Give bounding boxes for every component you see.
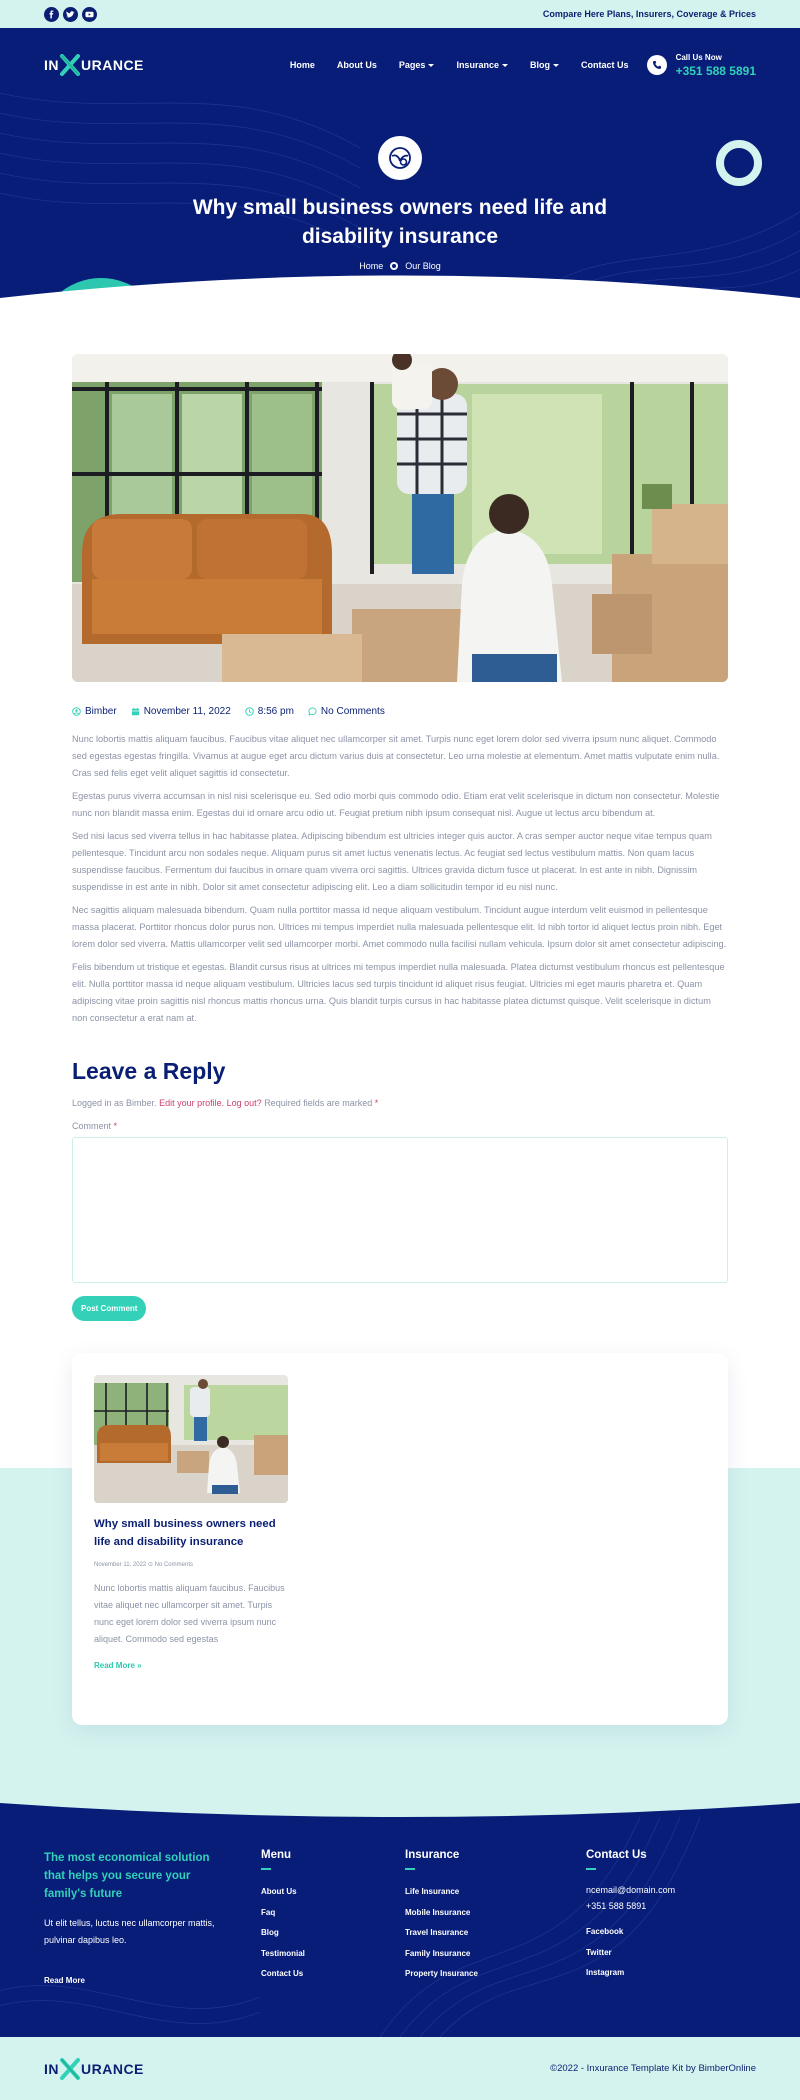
hero-emblem-icon xyxy=(378,136,422,180)
footer-link-travel-insurance[interactable]: Travel Insurance xyxy=(405,1928,469,1938)
page-title: Why small business owners need life and disability insurance xyxy=(192,196,608,248)
read-more-link[interactable]: Read More » xyxy=(94,1661,142,1670)
post-time: 8:56 pm xyxy=(257,706,294,717)
call-label: Call Us Now xyxy=(675,52,722,62)
footer-link-testimonial[interactable]: Testimonial xyxy=(261,1948,305,1958)
breadcrumb-home[interactable]: Home xyxy=(359,261,384,271)
related-posts-section xyxy=(0,1353,800,1797)
required-mark: * xyxy=(374,1098,379,1108)
footer-tagline: The most economical solution that helps you secure your family's future xyxy=(44,1852,210,1900)
social-icons xyxy=(44,7,97,22)
related-posts-card xyxy=(72,1353,728,1725)
twitter-icon[interactable] xyxy=(63,7,78,22)
footer-email[interactable]: ncemail@domain.com xyxy=(586,1885,676,1895)
meta-comments[interactable] xyxy=(308,706,385,717)
footer-link-instagram[interactable]: Instagram xyxy=(586,1968,625,1978)
article-paragraph: Nec sagittis aliquam malesuada bibendum. Quam nulla porttitor massa id neque aliquam vestibulum. Tincidunt augue interdum velit euismod in pellentesque massa placerat. Porttitor rhoncus dolor purus non. Ultrices mi tempus imperdiet nulla malesuada pellentesque elit. Id nibh tortor id aliquet lectus proin nibh. Eget lorem dolor sed viverra. Mattis ullamcorper velit sed ullamcorper morbi. Amet commodo nulla facilisi nullam vehicula. Ipsum dolor sit amet consectetur adipiscing. xyxy=(72,905,727,949)
footer-divider xyxy=(405,1868,415,1870)
footer-top-curve xyxy=(0,1797,800,1823)
footer-insurance xyxy=(405,1849,478,1985)
promo-text[interactable]: Compare Here Plans, Insurers, Coverage & Prices xyxy=(542,9,756,19)
nav-blog[interactable] xyxy=(530,60,559,70)
clock-icon xyxy=(245,707,254,716)
comment-icon xyxy=(308,707,317,716)
nav-about-us[interactable] xyxy=(337,60,377,70)
logout-link[interactable]: Log out? xyxy=(226,1098,262,1108)
logo-x-icon xyxy=(59,2058,81,2080)
hero-section xyxy=(0,28,800,318)
meta-date[interactable] xyxy=(131,706,231,717)
related-post-excerpt: Nunc lobortis mattis aliquam faucibus. Faucibus vitae aliquet nec ullamcorper sit amet. Turpis nunc eget lorem dolor sed viverra ipsum nunc aliquet. Commodo sed egestas xyxy=(94,1583,285,1644)
featured-image xyxy=(72,354,728,682)
comment-textarea[interactable] xyxy=(72,1137,728,1283)
phone-icon xyxy=(647,55,667,75)
logo-text-right: URANCE xyxy=(81,2060,144,2077)
edit-profile-link[interactable]: Edit your profile. xyxy=(159,1098,225,1108)
chevron-down-icon xyxy=(428,64,434,67)
main-nav xyxy=(44,50,756,80)
post-comment-button[interactable]: Post Comment xyxy=(72,1296,146,1321)
footer-link-faq[interactable]: Faq xyxy=(261,1907,276,1917)
footer-read-more[interactable]: Read More xyxy=(44,1976,85,1985)
comment-label xyxy=(72,1121,728,1131)
nav-menu xyxy=(290,60,629,70)
footer-link-life-insurance[interactable]: Life Insurance xyxy=(405,1887,460,1896)
nav-label: Pages xyxy=(398,60,426,70)
bottom-bar xyxy=(0,2037,800,2100)
logged-in-text: Logged in as Bimber. xyxy=(72,1098,157,1108)
call-us[interactable] xyxy=(647,53,756,78)
related-post-meta: November 11, 2022 ⊙ No Comments xyxy=(94,1562,193,1568)
related-post-date: November 11, 2022 xyxy=(94,1562,147,1568)
logged-in-note xyxy=(72,1098,728,1108)
chevron-down-icon xyxy=(502,64,508,67)
footer-link-facebook[interactable]: Facebook xyxy=(586,1927,624,1936)
logo-text-left: IN xyxy=(44,2060,59,2077)
nav-label: About Us xyxy=(336,60,377,70)
comments-count: No Comments xyxy=(320,706,385,717)
nav-label: Insurance xyxy=(456,60,499,70)
footer-link-about-us[interactable]: About Us xyxy=(261,1887,297,1896)
footer-description: Ut elit tellus, luctus nec ullamcorper mattis, pulvinar dapibus leo. xyxy=(44,1918,215,1945)
chevron-down-icon xyxy=(553,64,559,67)
logo-text-left: IN xyxy=(44,57,59,73)
footer-logo[interactable] xyxy=(44,2058,144,2080)
copyright: ©2022 - Inxurance Template Kit by BimberOnline xyxy=(550,2063,756,2074)
comment-label-text: Comment xyxy=(72,1121,112,1131)
call-number[interactable]: +351 588 5891 xyxy=(675,63,756,78)
related-post-thumbnail[interactable] xyxy=(94,1375,288,1503)
nav-insurance[interactable] xyxy=(456,60,508,70)
breadcrumb-current: Our Blog xyxy=(405,261,441,271)
top-bar xyxy=(0,0,800,28)
user-icon xyxy=(72,707,81,716)
nav-pages[interactable] xyxy=(399,60,435,70)
nav-label: Home xyxy=(289,60,315,70)
youtube-icon[interactable] xyxy=(82,7,97,22)
related-post-title[interactable]: Why small business owners need life and disability insurance xyxy=(94,1518,276,1548)
nav-label: Blog xyxy=(529,60,550,70)
required-mark: * xyxy=(113,1121,118,1131)
footer-link-contact-us[interactable]: Contact Us xyxy=(261,1969,304,1979)
reply-heading: Leave a Reply xyxy=(72,1058,226,1084)
article-paragraph: Sed nisi lacus sed viverra tellus in hac habitasse platea. Adipiscing bibendum est ultricies integer quis auctor. A cras semper auctor neque vitae tempus quam pellentesque. Tincidunt arcu non sodales neque. Aliquam purus sit amet luctus venenatis lectus. Ac feugiat sed lectus vestibulum mattis. Non quam lacus suspendisse faucibus. Fermentum dui faucibus in ornare quam viverra orci sagittis. Ultrices gravida dictum fusce ut placerat. In est ante in nibh. Dignissim suspendisse in est ante in nibh. Dolor sit amet consectetur adipiscing elit. Leo a diam sollicitudin tempor id eu nisl nunc. xyxy=(72,831,712,892)
logo-text-right: URANCE xyxy=(81,57,144,73)
post-meta xyxy=(72,706,728,717)
hero-bottom-curve xyxy=(0,263,800,318)
footer-menu-title: Menu xyxy=(261,1849,292,1861)
footer-insurance-title: Insurance xyxy=(405,1849,460,1861)
footer-contact xyxy=(586,1849,675,1984)
footer-brand xyxy=(44,1849,224,1985)
article-paragraph: Nunc lobortis mattis aliquam faucibus. Faucibus vitae aliquet nec ullamcorper sit amet. Turpis nunc eget lorem dolor sed viverra ipsum nunc aliquet. Commodo sed egestas egestas fringilla. Vivamus at augue eget arcu dictum varius duis at consectetur. Leo urna molestie at elementum. Amet mattis vulputate enim nulla. Cras sed felis eget velit aliquet sagittis id consectetur. xyxy=(72,734,720,778)
footer-divider xyxy=(261,1868,271,1870)
article-paragraph: Egestas purus viverra accumsan in nisl nisi scelerisque eu. Sed odio morbi quis commodo odio. Etiam erat velit scelerisque in dictum non consectetur. Molestie nunc non blandit massa enim. Egestas dui id ornare arcu odio ut. Feugiat pretium nibh ipsum consequat nisl. Augue ut lectus arcu bibendum at. xyxy=(72,791,720,818)
author-name: Bimber xyxy=(85,706,117,717)
footer-link-mobile-insurance[interactable]: Mobile Insurance xyxy=(405,1907,471,1917)
nav-home[interactable] xyxy=(290,60,315,70)
meta-author[interactable] xyxy=(72,706,117,717)
footer-phone[interactable]: +351 588 5891 xyxy=(586,1901,647,1911)
footer-divider xyxy=(586,1868,596,1870)
footer-link-blog[interactable]: Blog xyxy=(261,1928,279,1938)
nav-contact-us[interactable] xyxy=(581,60,629,70)
footer-contact-title: Contact Us xyxy=(586,1849,647,1861)
site-logo[interactable] xyxy=(44,54,144,76)
calendar-icon xyxy=(131,707,140,716)
post-date: November 11, 2022 xyxy=(143,706,231,717)
facebook-icon[interactable] xyxy=(44,7,59,22)
footer xyxy=(0,1797,800,2037)
article-paragraph: Felis bibendum ut tristique et egestas. Blandit cursus risus at ultrices mi tempus imperdiet nulla malesuada. Platea dictumst vestibulum rhoncus est pellentesque elit. Nulla porttitor massa id neque aliquam vestibulum. Ultricies lacus sed turpis tincidunt id aliquet risus feugiat. Ultricies mi eget mauris pharetra et. Quam adipiscing vitae proin sagittis nisl rhoncus mattis rhoncus urna. Quis blandit turpis cursus in hac habitasse platea dictumst quisque. Velit scelerisque in dictum non consectetur a erat nam at. xyxy=(72,962,725,1023)
nav-label: Contact Us xyxy=(580,60,629,70)
logo-x-icon xyxy=(59,54,81,76)
related-post-comments: No Comments xyxy=(154,1562,193,1568)
footer-link-property-insurance[interactable]: Property Insurance xyxy=(405,1969,478,1979)
footer-link-twitter[interactable]: Twitter xyxy=(586,1947,612,1957)
meta-time xyxy=(245,706,294,717)
article xyxy=(0,318,800,1321)
footer-link-family-insurance[interactable]: Family Insurance xyxy=(405,1948,471,1958)
decorative-ring-right xyxy=(716,140,762,186)
footer-menu xyxy=(261,1849,305,1985)
required-note: Required fields are marked xyxy=(264,1098,373,1108)
